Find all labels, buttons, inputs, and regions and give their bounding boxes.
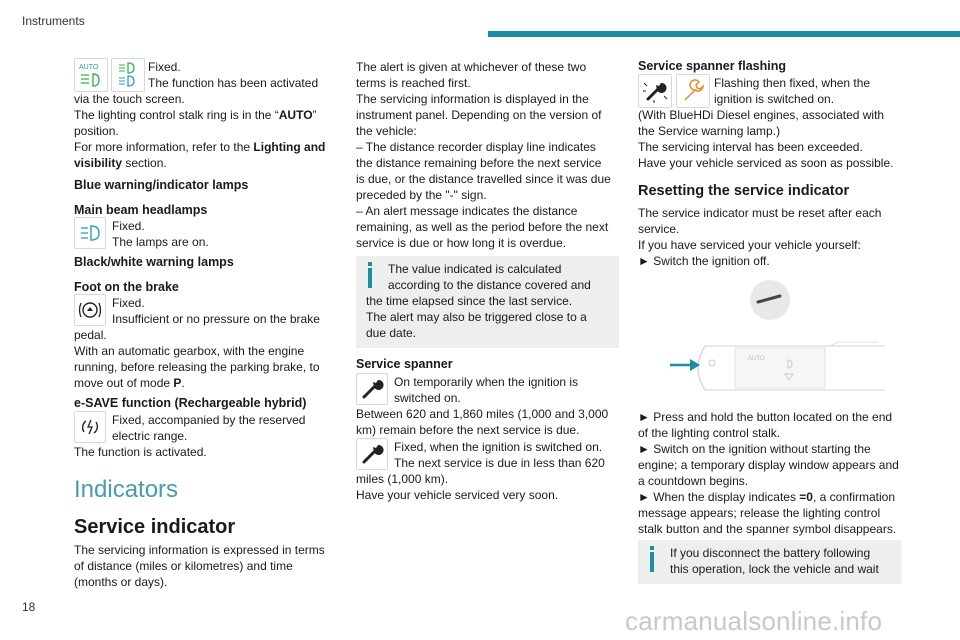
gear-l3a: move out of mode <box>74 376 174 390</box>
note-line: due date. <box>366 326 417 340</box>
ring-auto: AUTO <box>278 108 313 122</box>
spanner-flashing-heading: Service spanner flashing <box>638 59 786 73</box>
st-l3: ► Switch on the ignition without starting the <box>638 442 871 456</box>
brake-fixed: Fixed. <box>112 296 145 310</box>
esave-heading: e-SAVE function (Rechargeable hybrid) <box>74 396 307 410</box>
c2-line: the distance remaining before the next service <box>356 156 602 170</box>
sp-l8: Have your vehicle serviced very soon. <box>356 488 559 502</box>
spanner-orange-icon <box>676 74 710 108</box>
st-l4: engine; a temporary display window appears and <box>638 458 899 472</box>
st-l8: stalk button and the spanner symbol disappears. <box>638 522 897 536</box>
blue-lamps-heading: Blue warning/indicator lamps <box>74 178 249 192</box>
sp-l5: Fixed, when the ignition is switched on. <box>394 440 603 454</box>
sp-l6: The next service is due in less than 620 <box>394 456 605 470</box>
reset-heading: Resetting the service indicator <box>638 183 850 199</box>
note-line: The alert may also be triggered close to a <box>366 310 587 324</box>
c2-line: – The distance recorder display line indicates <box>356 140 596 154</box>
c2-line: the vehicle: <box>356 124 417 138</box>
more-bold-1: Lighting and <box>253 140 326 154</box>
lighting-stalk-illustration <box>660 278 905 403</box>
more-2: section. <box>122 156 167 170</box>
bw-lamps-heading: Black/white warning lamps <box>74 255 234 269</box>
note-line: The value indicated is calculated <box>388 262 562 276</box>
c2-line: terms is reached first. <box>356 76 471 90</box>
service-spanner-heading: Service spanner <box>356 357 453 371</box>
spanner-flashing-icon <box>638 74 672 108</box>
gear-l3c: . <box>181 376 185 390</box>
main-beam-fixed: Fixed. <box>112 219 145 233</box>
watermark: carmanualsonline.info <box>625 606 883 636</box>
info-note-battery <box>638 540 901 584</box>
rs-l3: If you have serviced your vehicle yourself: <box>638 238 861 252</box>
more-info-text-2 <box>74 155 346 171</box>
fl-l3: (With BlueHDi Diesel engines, associated with <box>638 108 885 122</box>
esave-l1: Fixed, accompanied by the reserved <box>112 413 306 427</box>
ring-text-2: ” <box>312 108 317 122</box>
note3-l2: this operation, lock the vehicle and wait <box>670 562 879 576</box>
c2-line: remaining, as well as the period before the next <box>356 220 609 234</box>
fl-l2: ignition is switched on. <box>714 92 835 106</box>
st-l7: message appears; release the lighting control <box>638 506 881 520</box>
sp-l3: Between 620 and 1,860 miles (1,000 and 3,000 <box>356 407 609 421</box>
st-l5: a countdown begins. <box>638 474 749 488</box>
more-1: For more information, refer to the <box>74 140 254 154</box>
more-bold-2: visibility <box>74 156 123 170</box>
si-l3: (months or days). <box>74 575 168 589</box>
svg-text:AUTO: AUTO <box>79 64 99 71</box>
gear-l3 <box>74 375 346 391</box>
esave-icon <box>74 411 106 443</box>
main-beam-icon <box>74 217 106 249</box>
st-l2: of the lighting control stalk. <box>638 426 781 440</box>
spanner-icon <box>356 373 388 405</box>
st-l6c: , a confirmation <box>812 490 896 504</box>
page-number: 18 <box>22 600 36 614</box>
sp-l2: switched on. <box>394 391 461 405</box>
rs-l4: ► Switch the ignition off. <box>638 254 770 268</box>
info-note-calculation <box>356 256 619 348</box>
ring-text <box>74 107 346 123</box>
service-indicator-heading: Service indicator <box>74 516 236 538</box>
sp-l7: miles (1,000 km). <box>356 472 449 486</box>
rs-l1: The service indicator must be reset after each <box>638 206 882 220</box>
info-icon <box>650 552 654 572</box>
c2-line: is due, or the distance travelled since it was due <box>356 172 611 186</box>
main-beam-heading: Main beam headlamps <box>74 203 208 217</box>
auto-fixed: Fixed. <box>148 60 181 74</box>
note-line: the time elapsed since the last service. <box>366 294 573 308</box>
position-text: position. <box>74 124 119 138</box>
note3-l1: If you disconnect the battery following <box>670 546 871 560</box>
auto-lighting-icon <box>74 58 108 92</box>
gear-l1: With an automatic gearbox, with the engine <box>74 344 305 358</box>
fl-l5: The servicing interval has been exceeded. <box>638 140 863 154</box>
section-title: Instruments <box>22 14 85 28</box>
info-icon <box>368 268 372 288</box>
auto-main-beam-icon <box>111 58 145 92</box>
auto-touch-text: via the touch screen. <box>74 92 185 106</box>
brake-desc: Insufficient or no pressure on the brake <box>112 312 320 326</box>
note-line: according to the distance covered and <box>388 278 591 292</box>
c2-line: – An alert message indicates the distance <box>356 204 578 218</box>
fl-l6: Have your vehicle serviced as soon as possible. <box>638 156 894 170</box>
rs-l2: service. <box>638 222 680 236</box>
sp-l4: km) remain before the next service is due. <box>356 423 580 437</box>
header-accent-bar <box>488 31 960 37</box>
c2-line: instrument panel. Depending on the version of <box>356 108 602 122</box>
indicators-heading: Indicators <box>74 476 179 503</box>
foot-on-brake-icon <box>74 294 106 326</box>
st-l6a: ► When the display indicates <box>638 490 800 504</box>
gear-mode-p: P <box>173 376 182 390</box>
st-l6b: =0 <box>799 490 813 504</box>
st-l1: ► Press and hold the button located on the end <box>638 410 893 424</box>
c2-line: The alert is given at whichever of these two <box>356 60 587 74</box>
spanner-icon <box>356 438 388 470</box>
brake-pedal: pedal. <box>74 328 107 342</box>
fl-l4: the Service warning lamp.) <box>638 124 781 138</box>
c2-line: preceded by the "-" sign. <box>356 188 487 202</box>
auto-fixed-desc: The function has been activated <box>148 76 319 90</box>
c2-line: service is due or how long it is overdue. <box>356 236 567 250</box>
si-l2: of distance (miles or kilometres) and time <box>74 559 293 573</box>
more-info-text <box>74 139 346 155</box>
esave-l2: electric range. <box>112 429 188 443</box>
st-l6 <box>638 489 908 505</box>
ring-text-1: The lighting control stalk ring is in the “ <box>74 108 279 122</box>
foot-brake-heading: Foot on the brake <box>74 280 179 294</box>
esave-l3: The function is activated. <box>74 445 207 459</box>
main-beam-desc: The lamps are on. <box>112 235 209 249</box>
si-l1: The servicing information is expressed in terms <box>74 543 325 557</box>
gear-l2: running, before releasing the parking brake, to <box>74 360 320 374</box>
stalk-auto-label: AUTO <box>748 356 765 362</box>
sp-l1: On temporarily when the ignition is <box>394 375 579 389</box>
fl-l1: Flashing then fixed, when the <box>714 76 871 90</box>
c2-line: The servicing information is displayed in the <box>356 92 589 106</box>
